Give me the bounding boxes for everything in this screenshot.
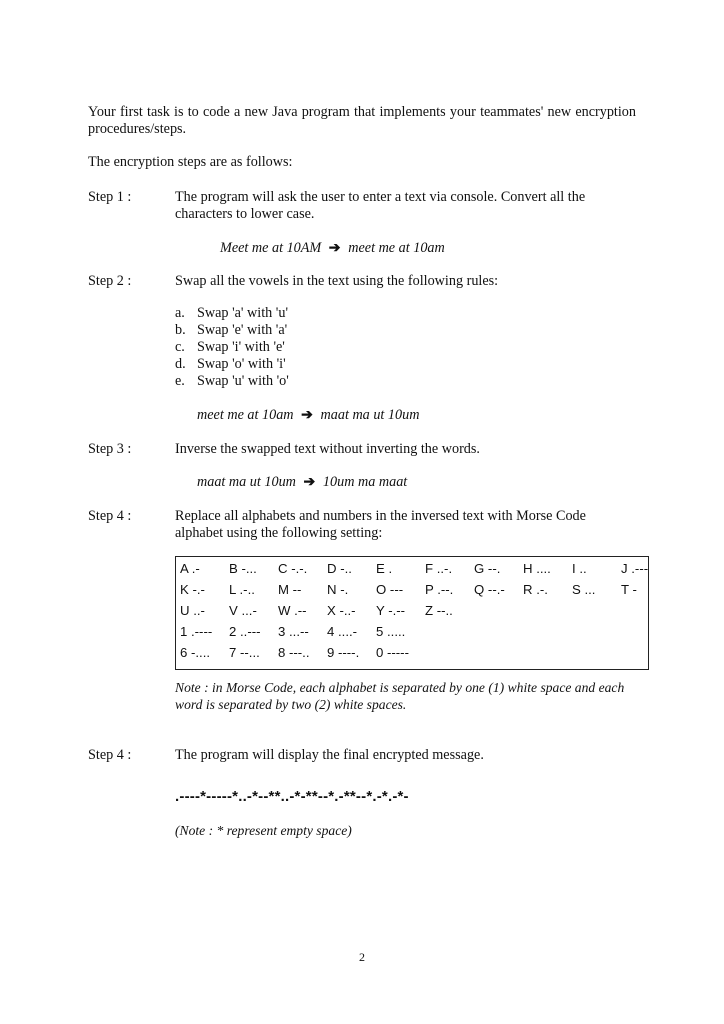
list-marker: c. bbox=[175, 339, 185, 355]
morse-note: Note : in Morse Code, each alphabet is separated by one (1) white space and each word is separated by two (2) white spaces. bbox=[175, 680, 625, 712]
step1-example-left: Meet me at 10AM bbox=[220, 240, 322, 256]
intro-steps-heading: The encryption steps are as follows: bbox=[88, 154, 293, 170]
step3-example-left: maat ma ut 10um bbox=[197, 474, 296, 490]
morse-cell: L .-.. bbox=[229, 582, 255, 597]
list-marker: b. bbox=[175, 322, 186, 338]
morse-cell: C -.-. bbox=[278, 561, 308, 576]
morse-code-table bbox=[175, 556, 649, 670]
morse-cell: H .... bbox=[523, 561, 551, 576]
list-marker: e. bbox=[175, 373, 185, 389]
morse-cell: 5 ..... bbox=[376, 624, 406, 639]
morse-cell: 1 .---- bbox=[180, 624, 213, 639]
arrow-right-icon: ➔ bbox=[328, 240, 341, 256]
list-item-text: Swap 'e' with 'a' bbox=[197, 322, 288, 338]
list-item-text: Swap 'u' with 'o' bbox=[197, 373, 289, 389]
morse-cell: M -- bbox=[278, 582, 302, 597]
step2-example-left: meet me at 10am bbox=[197, 407, 294, 423]
step5-text: The program will display the final encrypted message. bbox=[175, 747, 484, 763]
morse-cell: O --- bbox=[376, 582, 404, 597]
list-item bbox=[175, 356, 289, 373]
morse-cell: P .--. bbox=[425, 582, 454, 597]
morse-cell: N -. bbox=[327, 582, 349, 597]
morse-cell: 6 -.... bbox=[180, 645, 211, 660]
list-item bbox=[175, 339, 289, 356]
swap-rules-list bbox=[175, 305, 289, 390]
step3-example-right: 10um ma maat bbox=[322, 474, 408, 490]
list-item-text: Swap 'o' with 'i' bbox=[197, 356, 286, 372]
list-marker: d. bbox=[175, 356, 186, 372]
step4-text: Replace all alphabets and numbers in the inversed text with Morse Code alphabet using the following setting: bbox=[175, 508, 586, 541]
list-item-text: Swap 'a' with 'u' bbox=[197, 305, 289, 321]
list-marker: a. bbox=[175, 305, 185, 321]
morse-cell: T - bbox=[621, 582, 637, 597]
morse-cell: J .--- bbox=[621, 561, 649, 576]
morse-cell: W .-- bbox=[278, 603, 307, 618]
morse-cell: 3 ...-- bbox=[278, 624, 309, 639]
morse-cell: 4 ....- bbox=[327, 624, 358, 639]
morse-cell: S ... bbox=[572, 582, 596, 597]
morse-cell: 0 ----- bbox=[376, 645, 409, 660]
final-note: (Note : * represent empty space) bbox=[175, 823, 352, 838]
step2-example-right: maat ma ut 10um bbox=[320, 407, 420, 423]
morse-cell: Y -.-- bbox=[376, 603, 406, 618]
step2-label: Step 2 : bbox=[88, 273, 132, 289]
morse-cell: D -.. bbox=[327, 561, 352, 576]
step1-label: Step 1 : bbox=[88, 189, 132, 205]
step3-example bbox=[197, 474, 407, 491]
morse-cell: I .. bbox=[572, 561, 587, 576]
step1-example-right: meet me at 10am bbox=[348, 240, 445, 256]
step5-label: Step 4 : bbox=[88, 747, 132, 763]
final-encrypted-message: .----*-----*..-*--**..-*-**--*.-**--*.-*.-*- bbox=[175, 788, 409, 805]
intro-paragraph: Your first task is to code a new Java program that implements your teammates' new encryption procedures/steps. bbox=[88, 104, 636, 137]
morse-cell: B -... bbox=[229, 561, 257, 576]
morse-cell: E . bbox=[376, 561, 393, 576]
list-item bbox=[175, 322, 289, 339]
arrow-right-icon: ➔ bbox=[301, 407, 313, 423]
morse-cell: A .- bbox=[180, 561, 200, 576]
morse-cell: Z --.. bbox=[425, 603, 453, 618]
step1-example bbox=[220, 240, 445, 257]
morse-cell: 7 --... bbox=[229, 645, 260, 660]
step3-label: Step 3 : bbox=[88, 441, 132, 457]
morse-cell: 9 ----. bbox=[327, 645, 360, 660]
list-item-text: Swap 'i' with 'e' bbox=[197, 339, 285, 355]
morse-cell: 8 ---.. bbox=[278, 645, 310, 660]
morse-cell: X -..- bbox=[327, 603, 356, 618]
step3-text: Inverse the swapped text without inverting the words. bbox=[175, 441, 480, 457]
morse-cell: F ..-. bbox=[425, 561, 453, 576]
morse-cell: V ...- bbox=[229, 603, 257, 618]
morse-cell: Q --.- bbox=[474, 582, 505, 597]
step1-text: The program will ask the user to enter a text via console. Convert all the characters to lower case. bbox=[175, 189, 586, 222]
list-item bbox=[175, 305, 289, 322]
page-number: 2 bbox=[359, 950, 365, 964]
step4-label: Step 4 : bbox=[88, 508, 132, 524]
morse-cell: G --. bbox=[474, 561, 501, 576]
morse-cell: U ..- bbox=[180, 603, 205, 618]
step2-text: Swap all the vowels in the text using the following rules: bbox=[175, 273, 499, 289]
step2-example bbox=[197, 407, 419, 424]
morse-cell: K -.- bbox=[180, 582, 205, 597]
list-item bbox=[175, 373, 289, 390]
morse-cell: R .-. bbox=[523, 582, 548, 597]
arrow-right-icon: ➔ bbox=[303, 474, 316, 490]
morse-cell: 2 ..--- bbox=[229, 624, 261, 639]
